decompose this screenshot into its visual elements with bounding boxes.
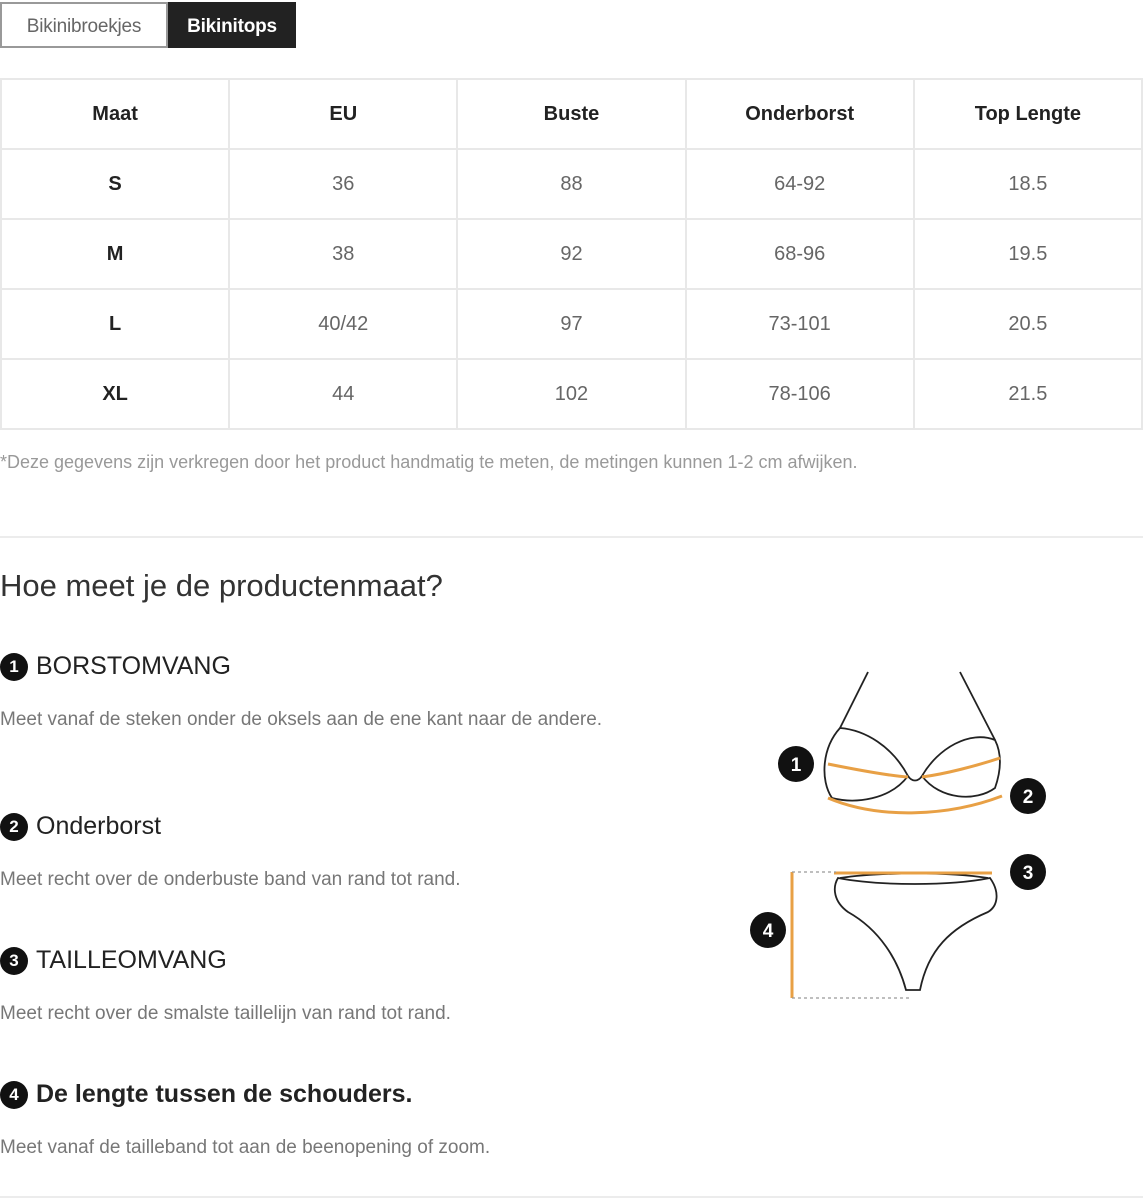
divider <box>0 1196 1143 1198</box>
table-cell: 88 <box>457 149 685 219</box>
bust-measure-line <box>828 758 1000 777</box>
table-row <box>1 149 1142 219</box>
marker-label: 1 <box>790 755 802 776</box>
marker-label: 4 <box>762 921 774 942</box>
table-cell: 73-101 <box>686 289 914 359</box>
table-cell: 18.5 <box>914 149 1142 219</box>
table-cell: 92 <box>457 219 685 289</box>
column-header: Maat <box>1 79 229 149</box>
step-description: Meet recht over de smalste taillelijn van rand tot rand. <box>0 1003 451 1024</box>
table-cell: 38 <box>229 219 457 289</box>
step-title-text: TAILLEOMVANG <box>36 946 227 974</box>
marker-1 <box>778 746 814 782</box>
bikini-bottom-illustration <box>835 874 997 991</box>
size-tabs <box>0 2 296 48</box>
step-length <box>0 1080 660 1161</box>
bikini-measurement-diagram <box>740 660 1060 1010</box>
table-cell: 20.5 <box>914 289 1142 359</box>
step-bust <box>0 652 660 733</box>
table-header-row <box>1 79 1142 149</box>
step-number-badge: 1 <box>0 653 28 681</box>
column-header: Buste <box>457 79 685 149</box>
table-cell: 21.5 <box>914 359 1142 429</box>
divider <box>0 536 1143 538</box>
column-header: EU <box>229 79 457 149</box>
table-cell: 40/42 <box>229 289 457 359</box>
table-cell: 102 <box>457 359 685 429</box>
step-title <box>0 946 660 975</box>
bikini-top-illustration <box>824 672 999 800</box>
step-title <box>0 652 660 681</box>
table-cell: XL <box>1 359 229 429</box>
table-row <box>1 219 1142 289</box>
step-description: Meet vanaf de tailleband tot aan de beenopening of zoom. <box>0 1137 491 1158</box>
underbust-measure-line <box>828 796 1002 813</box>
step-title-text: De lengte tussen de schouders. <box>36 1080 413 1108</box>
marker-4 <box>750 912 786 948</box>
step-title <box>0 812 660 841</box>
how-to-heading: Hoe meet je de productenmaat? <box>0 568 443 603</box>
table-cell: 97 <box>457 289 685 359</box>
table-cell: 78-106 <box>686 359 914 429</box>
step-description: Meet vanaf de steken onder de oksels aan de ene kant naar de andere. <box>0 709 603 730</box>
table-cell: 44 <box>229 359 457 429</box>
marker-label: 2 <box>1022 787 1034 808</box>
column-header: Onderborst <box>686 79 914 149</box>
table-cell: 36 <box>229 149 457 219</box>
step-waist <box>0 946 660 1027</box>
step-number-badge: 2 <box>0 813 28 841</box>
tab-bikinitops[interactable]: Bikinitops <box>168 2 296 48</box>
step-number-badge: 3 <box>0 947 28 975</box>
marker-label: 3 <box>1022 863 1034 884</box>
table-row <box>1 359 1142 429</box>
table-row <box>1 289 1142 359</box>
step-title <box>0 1080 660 1109</box>
step-title-text: Onderborst <box>36 812 162 840</box>
table-cell: S <box>1 149 229 219</box>
table-cell: L <box>1 289 229 359</box>
step-number-badge: 4 <box>0 1081 28 1109</box>
guide-line <box>792 872 912 998</box>
table-cell: M <box>1 219 229 289</box>
column-header: Top Lengte <box>914 79 1142 149</box>
table-cell: 64-92 <box>686 149 914 219</box>
step-title-text: BORSTOMVANG <box>36 652 231 680</box>
tab-bikinibroekjes[interactable]: Bikinibroekjes <box>0 2 168 48</box>
step-description: Meet recht over de onderbuste band van rand tot rand. <box>0 869 461 890</box>
table-cell: 19.5 <box>914 219 1142 289</box>
marker-2 <box>1010 778 1046 814</box>
size-table <box>0 78 1143 430</box>
step-underbust <box>0 812 660 893</box>
marker-3 <box>1010 854 1046 890</box>
measurement-note: *Deze gegevens zijn verkregen door het product handmatig te meten, de metingen kunnen 1-2 cm afwijken. <box>0 452 858 472</box>
table-cell: 68-96 <box>686 219 914 289</box>
